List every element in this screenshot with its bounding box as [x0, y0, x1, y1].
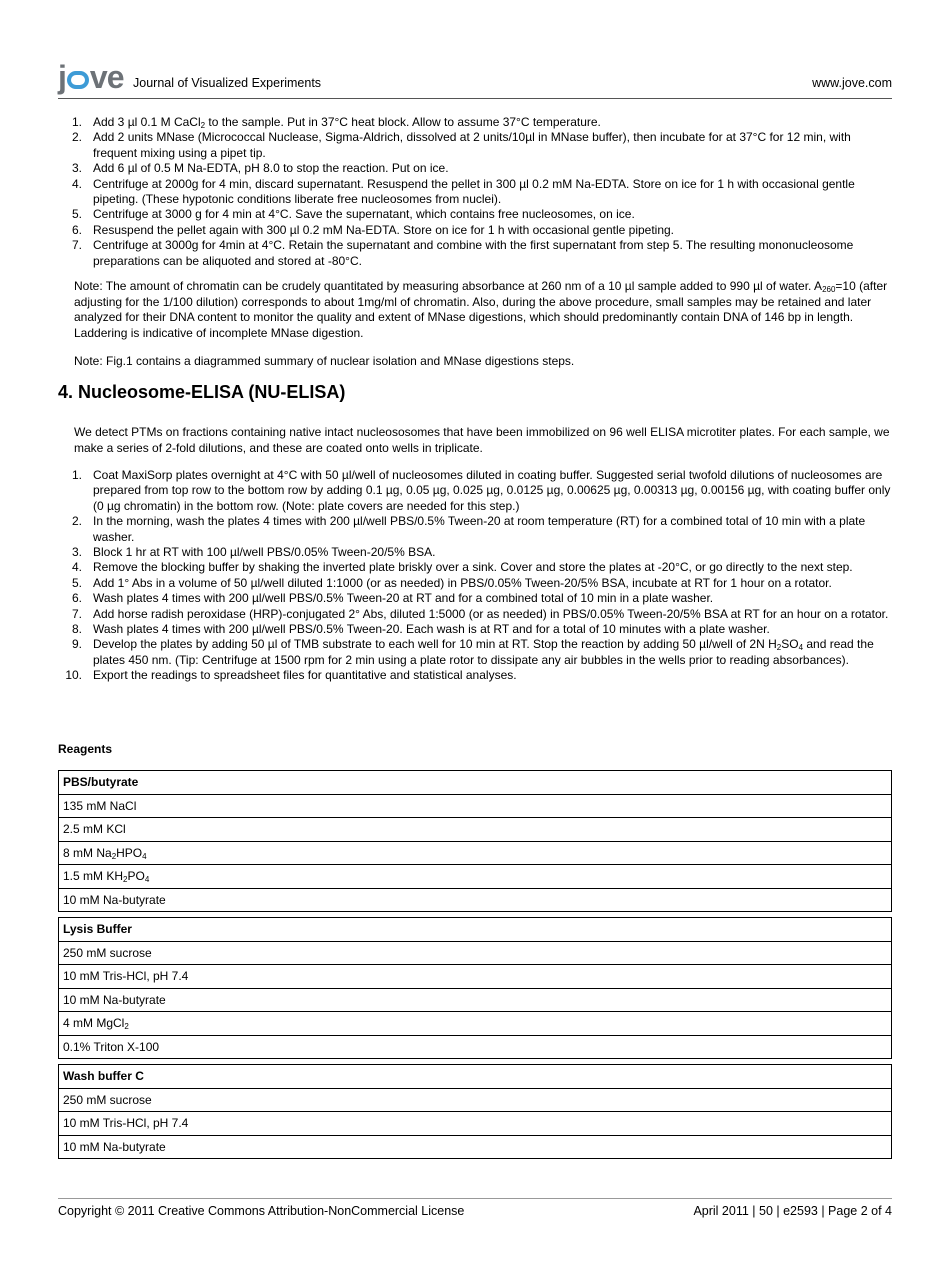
chromatin-note: Note: The amount of chromatin can be crudely quantitated by measuring absorbance at 260 nm of a 10 µl sample added to 990 µl of water. $A_{260}=10$ (after adjusting for the 1/100 dilution) corresponds to about 1mg/ml of chromatin. Also, during the above procedure, small samples may be retained and later analyzed for their DNA content to monitor the quality and extent of MNase digestions, which should predominantly contain DNA of 146 bp in length. Laddering is indicative of incomplete MNase digestion. [74, 279, 888, 340]
item-number: 4. [71, 560, 82, 575]
item-text: Add 6 µl of 0.5 M Na-EDTA, pH 8.0 to stop the reaction. Put on ice. [93, 161, 449, 176]
item-number: 7. [71, 606, 82, 621]
item-text: Block 1 hr at RT with 100 µl/well PBS/0.05% Tween-20/5% BSA. [93, 545, 436, 560]
item-text: Coat MaxiSorp plates overnight at 4°C with 50 µl/well of nucleosomes diluted in coating buffer. Suggested serial twofold dilutions of nucleosomes are prepared from top row to the bottom row by adding 0.1 µg, 0.05 µg, 0.025 µg, 0.0125 µg, 0.00625 µg, 0.00313 µg, 0.00156 µg, with coating buffer only (0 µg chromatin) in the bottom row. (Note: plate covers are needed for this step.) [93, 468, 891, 513]
subscript: 260 [822, 285, 836, 294]
item-text: Wash plates 4 times with 200 µl/well PBS/0.5% Tween-20 at RT and for a combined total of 10 min in a plate washer. [93, 591, 714, 606]
list-item [58, 468, 892, 514]
reagents-heading: Reagents [58, 742, 113, 756]
list-item [58, 238, 892, 269]
item-number: 2. [71, 130, 82, 145]
reagent-table [58, 770, 892, 912]
page-header [58, 60, 892, 99]
item-text: Add 3 µl 0.1 M CaCl$_2$ to the sample. Put in 37°C heat block. Allow to assume 37°C temperature. [93, 115, 601, 130]
item-number: 10. [65, 668, 82, 683]
item-number: 2. [71, 514, 82, 529]
item-text: Add 1° Abs in a volume of 50 µl/well diluted 1:1000 (or as needed) in PBS/0.05% Tween-20/5% BSA, incubate at RT for 1 hour on a rotator. [93, 575, 832, 590]
reagent-table [58, 1064, 892, 1159]
subscript: 4 [144, 875, 150, 885]
reagent-cell: 2.5 mM KCl [59, 818, 892, 842]
section-intro: We detect PTMs on fractions containing native intact nucleososomes that have been immobilized on 96 well ELISA microtiter plates. For each sample, we make a series of 2-fold dilutions, and these are coated onto wells in triplicate. [74, 425, 890, 455]
reagent-cell: 1.5 mM $KH_2PO_4$ [59, 865, 892, 889]
list-item [58, 130, 892, 161]
section-title: 4. Nucleosome-ELISA (NU-ELISA) [58, 382, 346, 402]
reagent-cell: 0.1% Triton X-100 [59, 1035, 892, 1059]
item-number: 6. [71, 222, 82, 237]
item-number: 5. [71, 207, 82, 222]
figure-note: Note: Fig.1 contains a diagrammed summary of nuclear isolation and MNase digestions steps. [74, 354, 575, 368]
item-text: Remove the blocking buffer by shaking the inverted plate briskly over a sink. Cover and store the plates at -20°C, or go directly to the next step. [93, 560, 853, 575]
table-row [59, 1088, 892, 1112]
item-number: 1. [71, 115, 82, 129]
copyright: Copyright © 2011 Creative Commons Attribution-NonCommercial License [58, 1204, 465, 1218]
item-text: Centrifuge at 3000 g for 4 min at 4°C. Save the supernatant, which contains free nucleosomes, on ice. [93, 207, 635, 222]
table-row [59, 988, 892, 1012]
list-item [58, 223, 892, 238]
list-item [58, 207, 892, 222]
item-text: Wash plates 4 times with 200 µl/well PBS/0.5% Tween-20. Each wash is at RT and for a total of 10 minutes with a plate washer. [93, 622, 770, 637]
item-number: 5. [71, 575, 82, 590]
table-row [59, 1035, 892, 1059]
item-text: Centrifuge at 2000g for 4 min, discard supernatant. Resuspend the pellet in 300 µl 0.2 mM Na-EDTA. Store on ice for 1 h with occasional gentle pipeting. (These hypotonic conditions liberate free nucleosomes from nuclei). [93, 176, 855, 207]
reagent-cell: 250 mM sucrose [59, 1088, 892, 1112]
list-item [58, 637, 892, 668]
list-item [58, 591, 892, 606]
item-text: Add 2 units MNase (Micrococcal Nuclease, Sigma-Aldrich, dissolved at 2 units/10µl in MNase buffer), then incubate for at 37°C for 12 min, with frequent mixing using a pipet tip. [93, 130, 851, 160]
reagent-cell: 135 mM NaCl [59, 794, 892, 818]
item-number: 3. [71, 161, 82, 176]
reagent-cell: 10 mM Na-butyrate [59, 888, 892, 912]
item-number: 4. [71, 176, 82, 191]
reagent-table [58, 917, 892, 1059]
table-row [59, 1112, 892, 1136]
reagent-cell: 10 mM Tris-HCl, pH 7.4 [59, 1112, 892, 1136]
item-text: Resuspend the pellet again with 300 µl 0.2 mM Na-EDTA. Store on ice for 1 h with occasional gentle pipeting. [93, 222, 675, 237]
page-footer [58, 1198, 892, 1218]
reagent-cell: 250 mM sucrose [59, 941, 892, 965]
reagent-cell: 4 mM MgCl$_2$ [59, 1012, 892, 1036]
item-text: Export the readings to spreadsheet files for quantitative and statistical analyses. [93, 668, 517, 683]
item-text: In the morning, wash the plates 4 times with 200 µl/well PBS/0.5% Tween-20 at room temperature (RT) for a combined total of 10 min with a plate washer. [93, 514, 866, 544]
item-number: 7. [71, 238, 82, 253]
elisa-steps-list [58, 468, 892, 684]
journal-name: Journal of Visualized Experiments [133, 76, 322, 90]
subscript: 2 [776, 643, 782, 653]
reagent-table-title: Lysis Buffer [59, 918, 892, 942]
subscript: 4 [798, 643, 804, 653]
list-item [58, 607, 892, 622]
reagent-table-title: PBS/butyrate [59, 771, 892, 795]
table-row [59, 794, 892, 818]
item-text: Centrifuge at 3000g for 4min at 4°C. Retain the supernatant and combine with the first supernatant from step 5. The resulting mononucleosome preparations can be aliquoted and stored at -80°C. [93, 238, 854, 268]
item-number: 3. [71, 545, 82, 560]
list-item [58, 545, 892, 560]
item-number: 9. [71, 637, 82, 652]
reagent-cell: 10 mM Na-butyrate [59, 1135, 892, 1159]
reagent-cell: 8 mM $Na_2HPO_4$ [59, 841, 892, 865]
subscript: 2 [124, 1022, 129, 1032]
list-item [58, 161, 892, 176]
table-row [59, 1135, 892, 1159]
list-item [58, 514, 892, 545]
subscript: 2 [111, 851, 117, 861]
reagent-cell: 10 mM Tris-HCl, pH 7.4 [59, 965, 892, 989]
list-item [58, 668, 892, 683]
table-row [59, 888, 892, 912]
subscript: 4 [142, 851, 147, 861]
list-item [58, 622, 892, 637]
reagent-cell: 10 mM Na-butyrate [59, 988, 892, 1012]
table-row [59, 965, 892, 989]
list-item [58, 115, 892, 130]
list-item [58, 576, 892, 591]
jove-logo: j ve [58, 59, 124, 95]
item-text: Develop the plates by adding 50 µl of TMB substrate to each well for 10 min at RT. Stop the reaction by adding 50 µl/well of 2N $H_2SO_4$ and read the plates 450 nm. (Tip: Centrifuge at 1500 rpm for 2 min using a plate rotor to dissipate any air bubbles in the wells prior to reading absorbances). [93, 637, 874, 667]
list-item [58, 560, 892, 575]
table-row [59, 841, 892, 865]
item-number: 8. [71, 622, 82, 637]
subscript: 2 [200, 121, 206, 130]
mnase-steps-list [58, 115, 892, 269]
journal-website: www.jove.com [812, 76, 892, 90]
list-item [58, 177, 892, 208]
subscript: 2 [123, 875, 128, 885]
table-row [59, 1012, 892, 1036]
item-text: Add horse radish peroxidase (HRP)-conjugated 2° Abs, diluted 1:5000 (or as needed) in PBS/0.05% Tween-20/5% BSA at RT for an hour on a rotator. [93, 606, 889, 621]
item-number: 1. [71, 468, 82, 482]
table-row [59, 818, 892, 842]
item-number: 6. [71, 591, 82, 606]
table-row [59, 941, 892, 965]
citation: April 2011 | 50 | e2593 | Page 2 of 4 [693, 1204, 892, 1218]
reagent-table-title: Wash buffer C [59, 1065, 892, 1089]
table-row [59, 865, 892, 889]
reagents-tables [58, 770, 892, 1164]
